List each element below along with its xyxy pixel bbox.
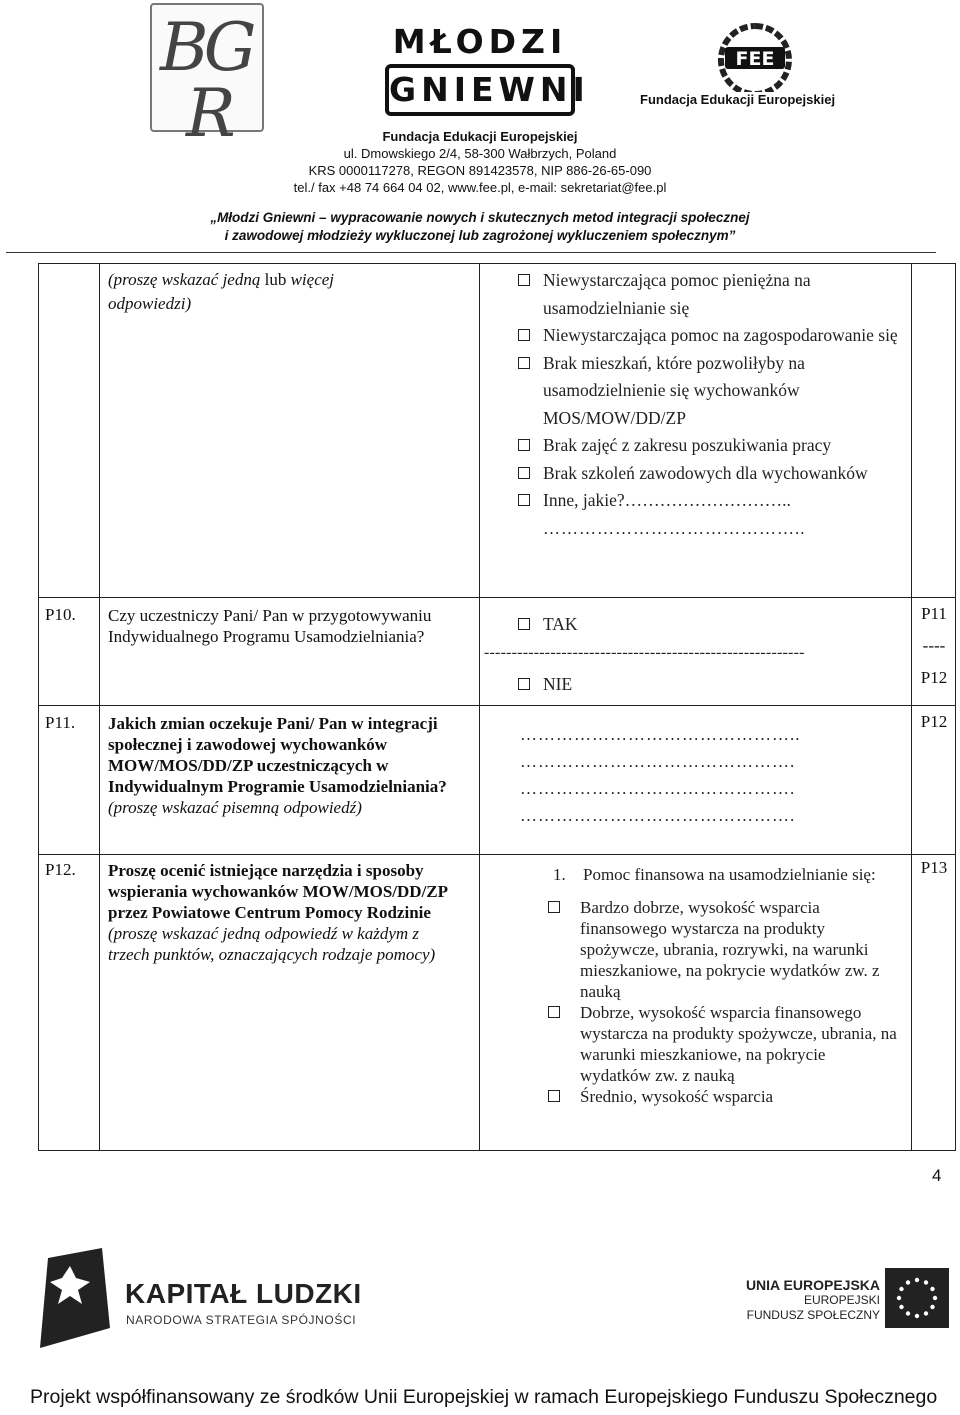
contact-registry: KRS 0000117278, REGON 891423578, NIP 886-26-65-090 [308,163,652,178]
rating-option[interactable] [480,1002,900,1086]
instruction-part: (proszę wskazać jedną [108,270,261,289]
answer-line[interactable]: ………………………………………. [520,779,796,798]
contact-phone: tel./ fax +48 74 664 04 02, www.fee.pl, e-mail: sekretariat@fee.pl [293,180,667,195]
options-list [480,267,900,542]
goto-no: P12 [920,668,948,687]
project-title-line-2: i zawodowej młodzieży wykluczonej lub zagrożonej wykluczeniem społecznym” [224,228,736,243]
sub-question-text: Pomoc finansowa na usamodzielnianie się: [583,865,876,884]
question-block [108,713,453,818]
sub-question-number: 1. [553,865,566,884]
option-item[interactable] [480,350,900,433]
eu-line-3: FUNDUSZ SPOŁECZNY [746,1308,880,1322]
answer-line: …………………………………….. [543,518,806,538]
question-instruction: (proszę wskazać jedną odpowiedź w każdym z trzech punktów, oznaczających rodzaje pomocy) [108,924,436,964]
project-title [0,209,960,245]
eu-line-2: EUROPEJSKI [803,1293,880,1307]
question-text: Czy uczestniczy Pani/ Pan w przygotowywaniu Indywidualnego Programu Usamodzielniania? [108,606,432,646]
checkbox[interactable] [518,274,530,286]
contact-address: ul. Dmowskiego 2/4, 58-300 Wałbrzych, Poland [343,146,617,161]
question-text: Proszę ocenić istniejące narzędzia i sposoby wspierania wychowanków MOW/MOS/DD/ZP przez Powiatowe Centrum Pomocy Rodzinie [108,861,448,922]
option-item[interactable] [480,322,900,350]
option-label: TAK [543,614,578,634]
questionnaire-table [38,263,956,1151]
row-divider [39,597,955,598]
question-number: P10. [45,605,76,624]
checkbox[interactable] [548,1090,560,1102]
option-item[interactable] [480,609,900,639]
option-item[interactable] [480,487,900,515]
kapital-ludzki-logo [40,1248,110,1348]
checkbox[interactable] [518,618,530,630]
question-instruction: (proszę wskazać pisemną odpowiedź) [108,798,362,817]
rating-option[interactable] [480,1086,900,1107]
separator-line: ---------------------------------------------------------- [484,644,805,661]
bg-logo [150,3,264,152]
checkbox[interactable] [518,494,530,506]
sub-question [480,864,900,885]
option-item[interactable] [480,460,900,488]
answer-line[interactable]: ……………………………………….. [520,725,801,744]
option-label: Inne, jakie?……………………….. [543,490,791,510]
written-answer [480,721,900,829]
option-label: Niewystarczająca pomoc na zagospodarowanie się [543,325,898,345]
option-item[interactable] [480,667,900,701]
option-label: Brak zajęć z zakresu poszukiwania pracy [543,435,832,455]
eu-line-1: UNIA EUROPEJSKA [745,1277,880,1293]
checkbox[interactable] [548,1006,560,1018]
instruction-part: lub [264,270,287,289]
rating-label: Średnio, wysokość wsparcia [580,1087,774,1106]
kapital-ludzki-title: KAPITAŁ LUDZKI [125,1278,362,1309]
header-divider [6,252,936,253]
option-label: Brak szkoleń zawodowych dla wychowanków [543,462,868,483]
question-cont-instruction [108,268,438,316]
bg-logo-lettering: BG R [160,9,251,152]
option-label: Brak mieszkań, które pozwoliłyby na usamodzielnienie się wychowanków MOS/MOW/DD/ZP [543,352,805,428]
question-number: P11. [45,713,76,732]
checkbox[interactable] [518,357,530,369]
instruction-part: odpowiedzi) [108,294,192,313]
checkbox[interactable] [518,467,530,479]
goto-yes: P11 [921,604,947,623]
yes-no-options [480,609,900,701]
kapital-ludzki-subtitle: NARODOWA STRATEGIA SPÓJNOŚCI [126,1313,357,1327]
mlodzi-gniewni-logo [385,20,590,112]
question-number: P12. [45,860,76,879]
option-label: NIE [543,674,573,694]
answer-line[interactable]: ………………………………………. [520,806,796,825]
contact-org: Fundacja Edukacji Europejskiej [382,129,578,144]
goto-next: P13 [920,858,948,877]
option-item[interactable] [480,267,900,322]
option-label: Niewystarczająca pomoc pieniężna na usamodzielnianie się [543,270,811,318]
checkbox[interactable] [548,901,560,913]
rating-label: Dobrze, wysokość wsparcia finansowego wystarcza na produkty spożywcze, ubrania, na warunki mieszkaniowe, na pokrycie wydatków zw. z nauką [580,1003,897,1085]
row-divider [39,705,955,706]
cofinancing-statement: Projekt współfinansowany ze środków Unii Europejskiej w ramach Europejskiego Funduszu Społecznego [30,1386,938,1408]
option-item[interactable] [480,432,900,460]
checkbox[interactable] [518,439,530,451]
column-divider [99,264,100,1150]
fee-logo [705,20,805,92]
svg-text:FEE: FEE [735,48,775,70]
logo-line-2: GNIEWNI [385,64,575,116]
fee-name: Fundacja Edukacji Europejskiej [640,92,836,107]
goto-next: P12 [920,712,948,731]
logo-line-1: MŁODZI [392,22,568,61]
column-divider [911,264,912,1150]
instruction-part: więcej [290,270,335,289]
project-title-line-1: „Młodzi Gniewni – wypracowanie nowych i skutecznych metod integracji społecznej [210,210,750,225]
checkbox[interactable] [518,678,530,690]
checkbox[interactable] [518,329,530,341]
answer-line[interactable]: ………………………………………. [520,752,796,771]
question-text: Jakich zmian oczekuje Pani/ Pan w integracji społecznej i zawodowej wychowanków MOW/MOS/DD/ZP uczestniczących w Indywidualnym Programie Usamodzielniania? [108,714,447,796]
row-divider [39,854,955,855]
rating-label: Bardzo dobrze, wysokość wsparcia finansowego wystarcza na produkty spożywcze, ubrania, rozrywki, na warunki mieszkaniowe, na pokrycie wydatków zw. z nauką [580,898,880,1001]
page-number: 4 [932,1166,942,1185]
rating-option[interactable] [480,897,900,1002]
goto-separator: ---- [922,636,946,655]
contact-block [0,128,960,196]
question-block [108,860,453,965]
rating-block [480,864,900,1107]
eu-flag-icon [885,1268,949,1328]
eu-fund-label [700,1278,880,1323]
